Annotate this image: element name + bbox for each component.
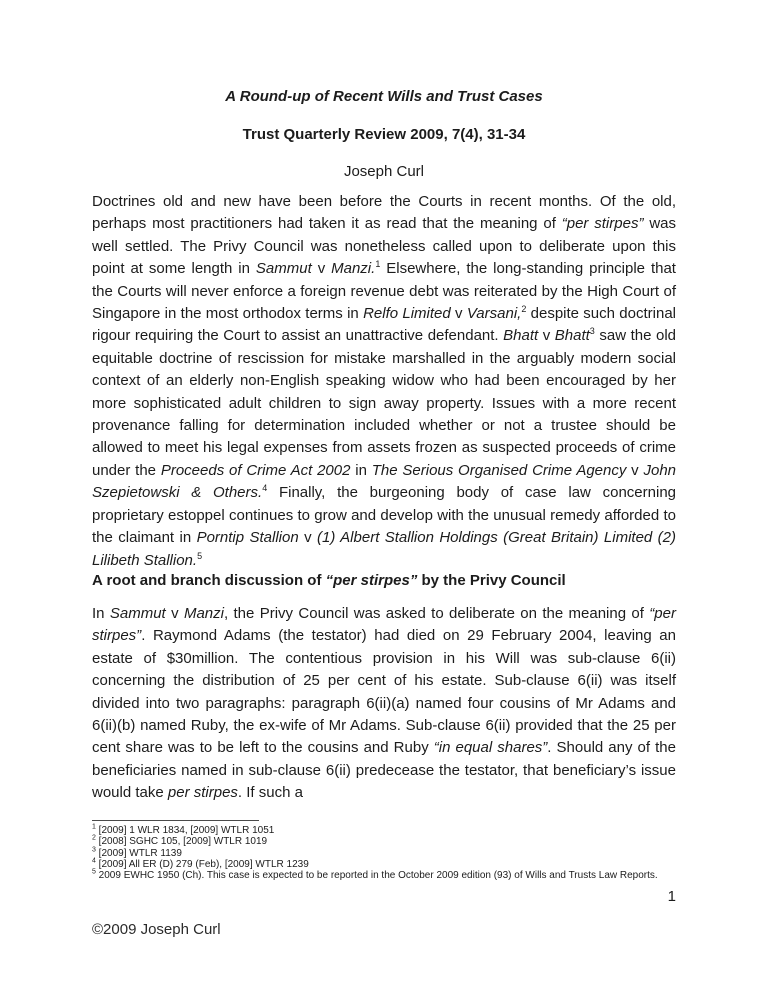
text-run: (1) Albert Stallion Holdings (Great Britain) Limited (2) Lilibeth Stallion.	[92, 529, 676, 569]
journal-reference: Trust Quarterly Review 2009, 7(4), 31-34	[242, 126, 526, 144]
text-run: Sammut	[109, 605, 166, 622]
text-run: in	[350, 461, 372, 479]
footnote-reference: 4	[262, 483, 268, 494]
copyright-notice: ©2009 Joseph Curl	[92, 921, 221, 938]
text-run: v	[538, 327, 555, 345]
text-run: “per stirpes”	[325, 572, 418, 589]
text-run: v	[626, 461, 644, 479]
text-run: v	[165, 605, 184, 622]
footnote-reference: 2	[521, 304, 527, 315]
footnote-separator	[92, 820, 259, 821]
footnote-item	[92, 859, 676, 870]
title-block	[92, 86, 676, 183]
text-run: Proceeds of Crime Act 2002	[160, 461, 351, 479]
footnote-text: [2009] All ER (D) 279 (Feb), [2009] WTLR 1239	[95, 858, 309, 870]
page-number: 1	[667, 888, 676, 905]
text-run: v	[311, 260, 332, 278]
text-run: Sammut	[255, 260, 312, 278]
footnote-reference: 3	[589, 326, 595, 337]
footnote-marker: 4	[92, 857, 96, 865]
text-run: Manzi.	[331, 260, 376, 278]
text-run: was well settled. The Privy Council was nonetheless called upon to deliberate upon this point at some length in	[92, 215, 676, 278]
footnote-reference: 5	[197, 550, 203, 561]
section-paragraph	[92, 603, 676, 805]
footnote-text: 2009 EWHC 1950 (Ch). This case is expected to be reported in the October 2009 edition (93) of Wills and Trusts Law Reports.	[95, 870, 658, 882]
text-run: Bhatt	[554, 327, 590, 345]
text-run: “in equal shares”	[433, 739, 548, 757]
text-run: . Raymond Adams (the testator) had died on 29 February 2004, leaving an estate of $30million. The contentious provision in his Will was sub-clause 6(ii) concerning the distribution of 25 per cent of his estate. Sub-clause 6(ii) was itself divided into two paragraphs: paragraph 6(ii)(a) named four cousins of Mr Adams and 6(ii)(b) named Ruby, the ex-wife of Mr Adams. Sub-clause 6(ii) provided that the 25 per cent share was to be left to the cousins and Ruby	[92, 627, 676, 757]
footnote-marker: 1	[92, 823, 96, 831]
text-run: Doctrines old and new have been before the Courts in recent months. Of the old, perhaps most practitioners had taken it as read that the meaning of	[92, 193, 676, 233]
footnote-marker: 2	[92, 834, 96, 842]
footnote-marker: 3	[92, 846, 96, 854]
text-run: Porntip Stallion	[196, 529, 299, 547]
author-name: Joseph Curl	[343, 162, 425, 180]
text-run: Bhatt	[503, 327, 539, 345]
text-run: Finally, the burgeoning body of case law concerning proprietary estoppel continues to grow and develop with the unusual remedy afforded to the claimant in	[92, 484, 676, 547]
document-title: A Round-up of Recent Wills and Trust Cases	[225, 88, 543, 105]
text-run: “per stirpes”	[561, 215, 644, 233]
footnote-item	[92, 825, 676, 836]
text-run: saw the old equitable doctrine of rescission for mistake marshalled in the arguably modern social context of an elderly non-English speaking widow who had been encouraged by her more sophisticated adult children to sign away property. Issues with a more recent provenance falling for determination included whether or not a trustee should be allowed to meet his legal expenses from assets frozen as suspected proceeds of crime under the	[92, 327, 676, 479]
text-run: “per stirpes”	[92, 605, 676, 645]
text-run: per stirpes	[167, 784, 238, 802]
footnote-text: [2008] SGHC 105, [2009] WTLR 1019	[95, 836, 268, 848]
text-run: John Szepietowski & Others.	[92, 461, 677, 502]
footnote-item	[92, 870, 676, 881]
intro-paragraph	[92, 191, 676, 572]
footnotes-list	[92, 825, 676, 881]
text-run: , the Privy Council was asked to deliberate on the meaning of	[223, 605, 650, 622]
text-run: by the Privy Council	[417, 572, 566, 589]
footnote-reference: 1	[375, 259, 381, 270]
text-run: . If such a	[237, 784, 303, 802]
text-run: Elsewhere, the long-standing principle that the Courts will never enforce a foreign revenue debt was reiterated by the High Court of Singapore in the most orthodox terms in	[92, 260, 676, 323]
footnote-item	[92, 836, 676, 847]
text-run: Relfo Limited	[363, 305, 451, 323]
text-run: Manzi	[183, 605, 224, 622]
section-heading	[92, 570, 676, 592]
text-run: despite such doctrinal rigour requiring the Court to assist an unattractive defendant.	[92, 305, 676, 345]
footnote-text: [2009] WTLR 1139	[95, 847, 182, 859]
text-run: In	[92, 605, 110, 622]
text-run: v	[450, 305, 467, 323]
footnote-marker: 5	[92, 868, 96, 876]
footnote-text: [2009] 1 WLR 1834, [2009] WTLR 1051	[95, 825, 275, 836]
text-run: . Should any of the beneficiaries named in sub-clause 6(ii) predecease the testator, that beneficiary’s issue would take	[92, 739, 676, 802]
text-run: A root and branch discussion of	[92, 572, 326, 589]
text-run: The Serious Organised Crime Agency	[371, 461, 627, 479]
text-run: Varsani,	[466, 305, 522, 323]
footnote-item	[92, 848, 676, 859]
text-run: v	[298, 529, 317, 547]
